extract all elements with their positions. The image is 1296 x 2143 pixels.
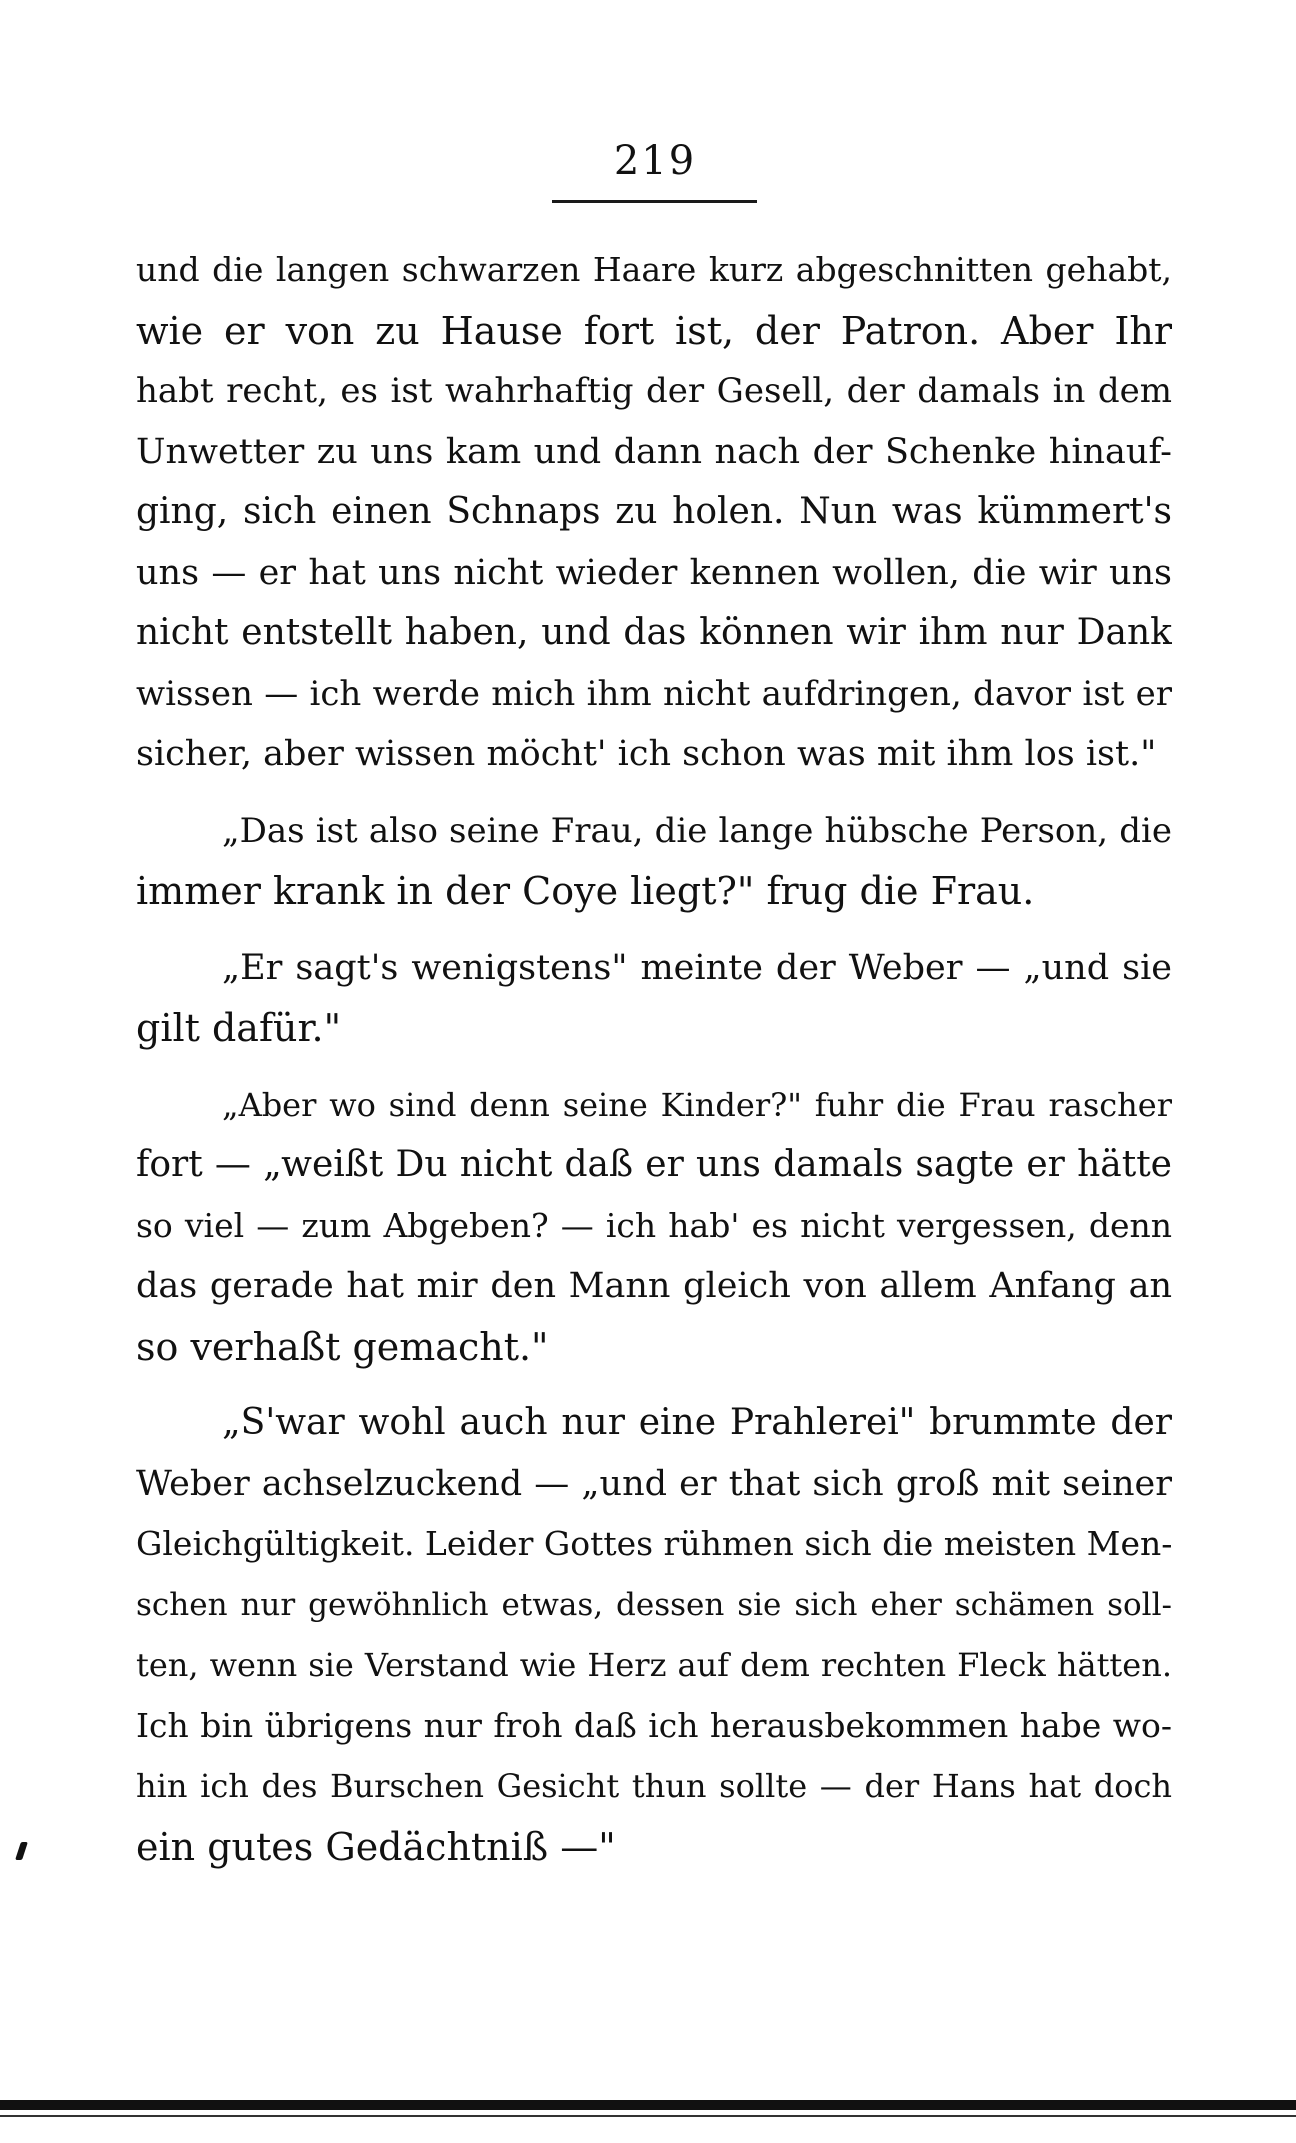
text-line: wie er von zu Hause fort ist, der Patron. Aber Ihr (136, 308, 1172, 353)
text-line: hin ich des Burschen Gesicht thun sollte — der Hans hat doch (136, 1767, 1172, 1805)
text-line: Ich bin übrigens nur froh daß ich herausbekommen habe wo- (136, 1705, 1172, 1745)
page-number: 219 (613, 138, 697, 184)
text-line: Unwetter zu uns kam und dann nach der Schenke hinauf- (136, 431, 1172, 472)
page-bottom-rule-thin (0, 2115, 1296, 2117)
paragraph (136, 938, 1172, 1059)
paragraph (136, 1393, 1172, 1877)
text-line: sicher, aber wissen möcht' ich schon was mit ihm los ist." (136, 734, 1157, 774)
paragraph (136, 1075, 1172, 1378)
paragraph (136, 240, 1172, 785)
text-line: habt recht, es ist wahrhaftig der Gesell, der damals in dem (136, 371, 1172, 411)
page-bottom-rule (0, 2100, 1296, 2110)
text-line: uns — er hat uns nicht wieder kennen wollen, die wir uns (136, 552, 1172, 593)
text-line: „Aber wo sind denn seine Kinder?" fuhr die Frau rascher (222, 1085, 1172, 1124)
paragraph (136, 801, 1172, 922)
text-line: und die langen schwarzen Haare kurz abgeschnitten gehabt, (136, 250, 1172, 289)
text-line: ging, sich einen Schnaps zu holen. Nun was kümmert's (136, 491, 1172, 532)
text-line: ten, wenn sie Verstand wie Herz auf dem rechten Fleck hätten. (136, 1646, 1172, 1684)
text-line: wissen — ich werde mich ihm nicht aufdringen, davor ist er (136, 673, 1172, 714)
text-line: nicht entstellt haben, und das können wir ihm nur Dank (136, 612, 1172, 653)
ink-mark (15, 1842, 28, 1860)
page-number-rule (552, 200, 757, 203)
text-line: gilt dafür." (136, 1006, 342, 1050)
text-line: immer krank in der Coye liegt?" frug die Frau. (136, 869, 1035, 913)
text-line: Gleichgültigkeit. Leider Gottes rühmen sich die meisten Men- (136, 1524, 1172, 1563)
text-line: so viel — zum Abgeben? — ich hab' es nicht vergessen, denn (136, 1205, 1172, 1245)
text-line: fort — „weißt Du nicht daß er uns damals sagte er hätte (136, 1144, 1172, 1185)
text-line: ein gutes Gedächtniß —" (136, 1824, 616, 1869)
text-line: das gerade hat mir den Mann gleich von allem Anfang an (136, 1266, 1172, 1306)
body-text (136, 240, 1172, 1877)
text-line: so verhaßt gemacht." (136, 1324, 549, 1369)
text-line: „Er sagt's wenigstens" meinte der Weber — „und sie (222, 947, 1172, 988)
text-line: „Das ist also seine Frau, die lange hübsche Person, die (222, 810, 1172, 851)
text-line: Weber achselzuckend — „und er that sich groß mit seiner (136, 1463, 1172, 1504)
text-line: schen nur gewöhnlich etwas, dessen sie sich eher schämen soll- (136, 1586, 1172, 1623)
text-line: „S'war wohl auch nur eine Prahlerei" brummte der (222, 1402, 1172, 1443)
